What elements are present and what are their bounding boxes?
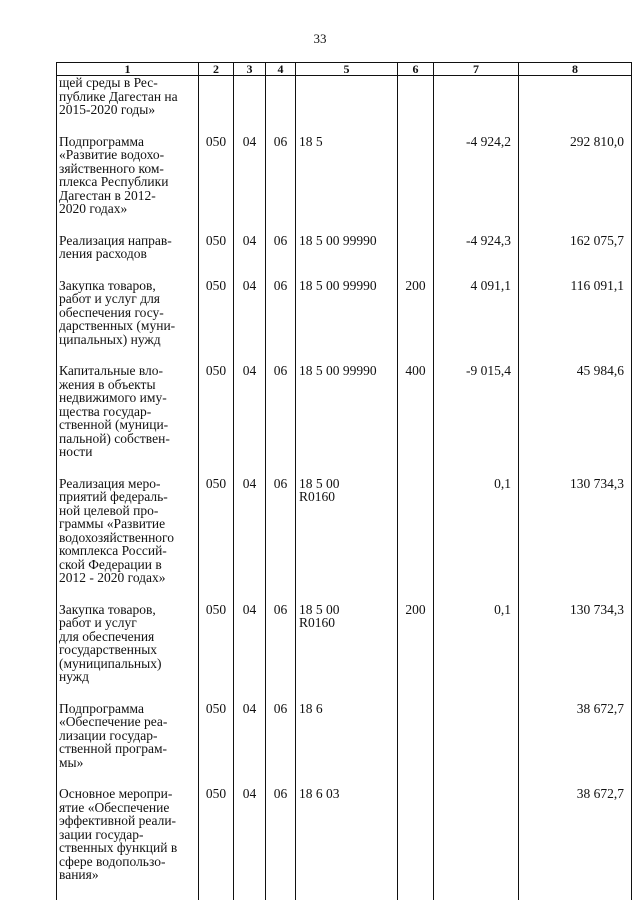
pr-cell: 06 xyxy=(266,279,296,347)
csr-cell: 18 5 xyxy=(296,135,398,216)
col-header: 5 xyxy=(296,63,398,76)
rz-cell: 04 xyxy=(234,234,266,261)
ved-cell: 050 xyxy=(199,477,234,585)
vr-cell: 400 xyxy=(398,364,434,459)
header-row xyxy=(57,63,632,76)
ved-cell: 050 xyxy=(199,702,234,770)
col-header: 1 xyxy=(57,63,199,76)
pr-cell: 06 xyxy=(266,787,296,882)
row-name: Закупка товаров, работ и услуг для обеспечения госу- дарственных (муни- ципальных) нужд xyxy=(57,279,199,347)
vr-cell xyxy=(398,787,434,882)
vr-cell: 200 xyxy=(398,603,434,684)
csr-cell: 18 5 00 99990 xyxy=(296,279,398,347)
csr-cell: 18 5 00 R0160 xyxy=(296,477,398,585)
ved-cell: 050 xyxy=(199,787,234,882)
vr-cell xyxy=(398,76,434,117)
col-header: 6 xyxy=(398,63,434,76)
pr-cell: 06 xyxy=(266,364,296,459)
ved-cell: 050 xyxy=(199,364,234,459)
ved-cell: 050 xyxy=(199,279,234,347)
table-row xyxy=(57,364,632,459)
ved-cell xyxy=(199,76,234,117)
vr-cell: 200 xyxy=(398,279,434,347)
rz-cell: 04 xyxy=(234,279,266,347)
vr-cell xyxy=(398,135,434,216)
table-row xyxy=(57,477,632,585)
total-cell: 38 672,7 xyxy=(519,702,632,770)
col-header: 8 xyxy=(519,63,632,76)
table-row xyxy=(57,135,632,216)
table-row xyxy=(57,76,632,117)
col-header: 4 xyxy=(266,63,296,76)
rz-cell: 04 xyxy=(234,603,266,684)
pr-cell xyxy=(266,76,296,117)
change-cell: 0,1 xyxy=(434,477,519,585)
row-name: Реализация направ- ления расходов xyxy=(57,234,199,261)
change-cell: -4 924,2 xyxy=(434,135,519,216)
row-name: щей среды в Рес- публике Дагестан на 2015-2020 годы» xyxy=(57,76,199,117)
total-cell: 162 075,7 xyxy=(519,234,632,261)
table-row xyxy=(57,234,632,261)
ved-cell: 050 xyxy=(199,234,234,261)
row-name: Реализация меро- приятий федераль- ной целевой про- граммы «Развитие водохозяйственного комплекса Россий- ской Федерации в 2012 - 2020 годах» xyxy=(57,477,199,585)
row-name: Капитальные вло- жения в объекты недвижимого иму- щества государ- ственной (муници- пальной) собствен- ности xyxy=(57,364,199,459)
rz-cell: 04 xyxy=(234,477,266,585)
row-name: Подпрограмма «Развитие водохо- зяйственного ком- плекса Республики Дагестан в 2012- 2020 годах» xyxy=(57,135,199,216)
total-cell: 116 091,1 xyxy=(519,279,632,347)
rz-cell: 04 xyxy=(234,702,266,770)
csr-cell: 18 5 00 R0160 xyxy=(296,603,398,684)
vr-cell xyxy=(398,702,434,770)
col-header: 7 xyxy=(434,63,519,76)
ved-cell: 050 xyxy=(199,135,234,216)
change-cell xyxy=(434,702,519,770)
change-cell: -4 924,3 xyxy=(434,234,519,261)
row-name: Подпрограмма «Обеспечение реа- лизации государ- ственной програм- мы» xyxy=(57,702,199,770)
rz-cell: 04 xyxy=(234,787,266,882)
change-cell: 0,1 xyxy=(434,603,519,684)
total-cell xyxy=(519,76,632,117)
table-row xyxy=(57,603,632,684)
col-header: 2 xyxy=(199,63,234,76)
change-cell: -9 015,4 xyxy=(434,364,519,459)
ved-cell: 050 xyxy=(199,603,234,684)
vr-cell xyxy=(398,234,434,261)
change-cell: 4 091,1 xyxy=(434,279,519,347)
total-cell: 45 984,6 xyxy=(519,364,632,459)
change-cell xyxy=(434,76,519,117)
budget-table xyxy=(56,62,632,900)
rz-cell xyxy=(234,76,266,117)
table-row xyxy=(57,279,632,347)
pr-cell: 06 xyxy=(266,603,296,684)
total-cell: 292 810,0 xyxy=(519,135,632,216)
csr-cell: 18 6 xyxy=(296,702,398,770)
rz-cell: 04 xyxy=(234,135,266,216)
csr-cell: 18 5 00 99990 xyxy=(296,364,398,459)
table-row xyxy=(57,787,632,882)
csr-cell xyxy=(296,76,398,117)
change-cell xyxy=(434,787,519,882)
rz-cell: 04 xyxy=(234,364,266,459)
csr-cell: 18 5 00 99990 xyxy=(296,234,398,261)
pr-cell: 06 xyxy=(266,702,296,770)
total-cell: 130 734,3 xyxy=(519,477,632,585)
csr-cell: 18 6 03 xyxy=(296,787,398,882)
row-name: Закупка товаров, работ и услуг для обеспечения государственных (муниципальных) нужд xyxy=(57,603,199,684)
table-row xyxy=(57,702,632,770)
total-cell: 38 672,7 xyxy=(519,787,632,882)
pr-cell: 06 xyxy=(266,234,296,261)
row-name: Основное меропри- ятие «Обеспечение эффективной реали- зации государ- ственных функций в сфере водопользо- вания» xyxy=(57,787,199,882)
pr-cell: 06 xyxy=(266,477,296,585)
page-number: 33 xyxy=(313,31,327,46)
col-header: 3 xyxy=(234,63,266,76)
vr-cell xyxy=(398,477,434,585)
pr-cell: 06 xyxy=(266,135,296,216)
total-cell: 130 734,3 xyxy=(519,603,632,684)
